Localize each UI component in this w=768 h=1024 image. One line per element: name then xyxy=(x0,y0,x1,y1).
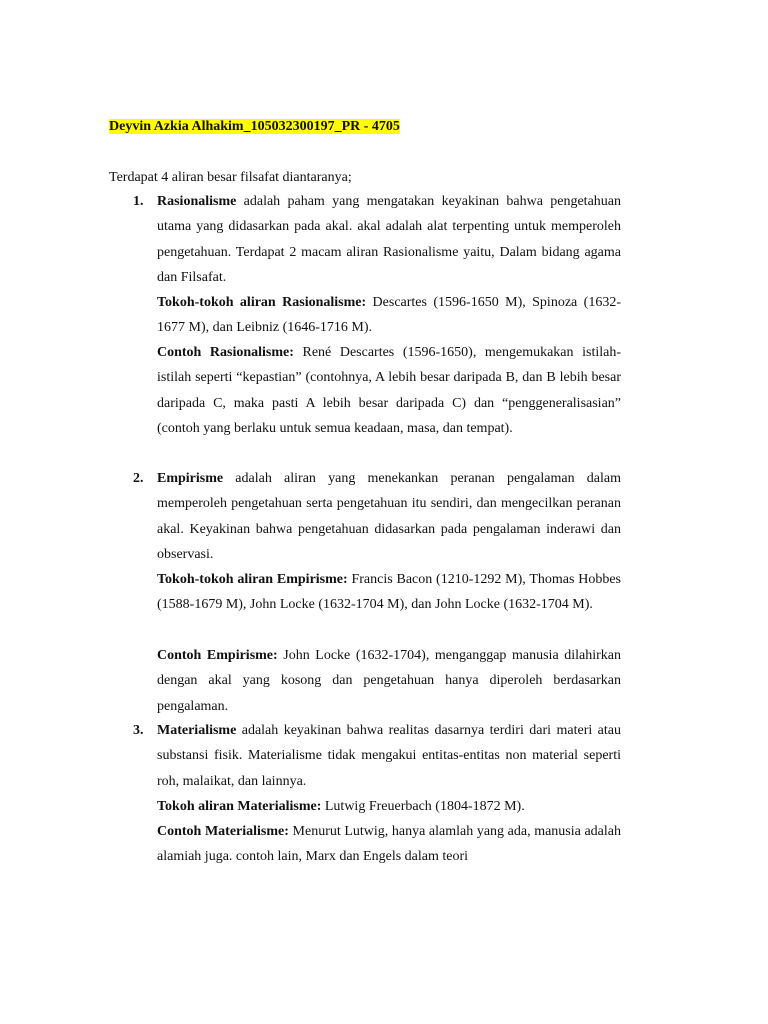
paragraph-text: adalah aliran yang menekankan peranan pengalaman dalam memperoleh pengetahuan serta pengetahuan itu sendiri, dan mengecilkan peranan akal. Keyakinan bahwa pengetahuan didasarkan pada pengalaman inderawi dan observasi. xyxy=(157,471,621,562)
paragraph-definition xyxy=(157,466,621,567)
paragraph-text: adalah paham yang mengatakan keyakinan bahwa pengetahuan utama yang didasarkan pada akal. akal adalah alat terpenting untuk memperoleh pengetahuan. Terdapat 2 macam aliran Rasionalisme yaitu, Dalam bidang agama dan Filsafat. xyxy=(157,194,621,285)
paragraph-definition xyxy=(157,718,621,794)
list-number: 1. xyxy=(133,194,144,209)
paragraph-tokoh xyxy=(157,794,621,819)
paragraph-contoh xyxy=(157,340,621,441)
paragraph-text: adalah keyakinan bahwa realitas dasarnya terdiri dari materi atau substansi fisik. Materialisme tidak mengakui entitas-entitas non material seperti roh, malaikat, dan lainnya. xyxy=(157,723,621,789)
list-number: 2. xyxy=(133,471,144,486)
paragraph-definition xyxy=(157,189,621,290)
document-header xyxy=(109,118,400,136)
paragraph-text: Lutwig Freuerbach (1804-1872 M). xyxy=(321,799,525,814)
term-label: Materialisme xyxy=(157,723,237,738)
intro-text: Terdapat 4 aliran besar filsafat diantaranya; xyxy=(109,170,352,185)
paragraph-text: Menurut Lutwig, hanya alamlah yang ada, manusia adalah alamiah juga. contoh lain, Marx dan Engels dalam teori xyxy=(157,824,621,865)
highlighted-title: Deyvin Azkia Alhakim_105032300197_PR - 4705 xyxy=(109,119,400,134)
list-number: 3. xyxy=(133,723,144,738)
term-label: Contoh Empirisme: xyxy=(157,648,278,663)
paragraph-text: Descartes (1596-1650 M), Spinoza (1632-1677 M), dan Leibniz (1646-1716 M). xyxy=(157,295,621,336)
paragraph-tokoh xyxy=(157,290,621,341)
paragraph-contoh xyxy=(157,819,621,870)
term-label: Tokoh-tokoh aliran Rasionalisme: xyxy=(157,295,367,310)
term-label: Empirisme xyxy=(157,471,224,486)
paragraph-contoh xyxy=(157,643,621,719)
term-label: Contoh Materialisme: xyxy=(157,824,289,839)
term-label: Contoh Rasionalisme: xyxy=(157,345,294,360)
paragraph-text: John Locke (1632-1704), menganggap manusia dilahirkan dengan akal yang kosong dan pengetahuan hanya diperoleh berdasarkan pengalaman. xyxy=(157,648,621,714)
paragraph-text: Francis Bacon (1210-1292 M), Thomas Hobbes (1588-1679 M), John Locke (1632-1704 M), dan John Locke (1632-1704 M). xyxy=(157,572,621,613)
term-label: Tokoh aliran Materialisme: xyxy=(157,799,322,814)
term-label: Tokoh-tokoh aliran Empirisme: xyxy=(157,572,348,587)
term-label: Rasionalisme xyxy=(157,194,237,209)
paragraph-text: René Descartes (1596-1650), mengemukakan istilah-istilah seperti “kepastian” (contohnya, A lebih besar daripada B, dan B lebih besar daripada C, maka pasti A lebih besar daripada C) dan “penggeneralisasian” (contoh yang berlaku untuk semua keadaan, masa, dan tempat). xyxy=(157,345,621,436)
paragraph-tokoh xyxy=(157,567,621,618)
